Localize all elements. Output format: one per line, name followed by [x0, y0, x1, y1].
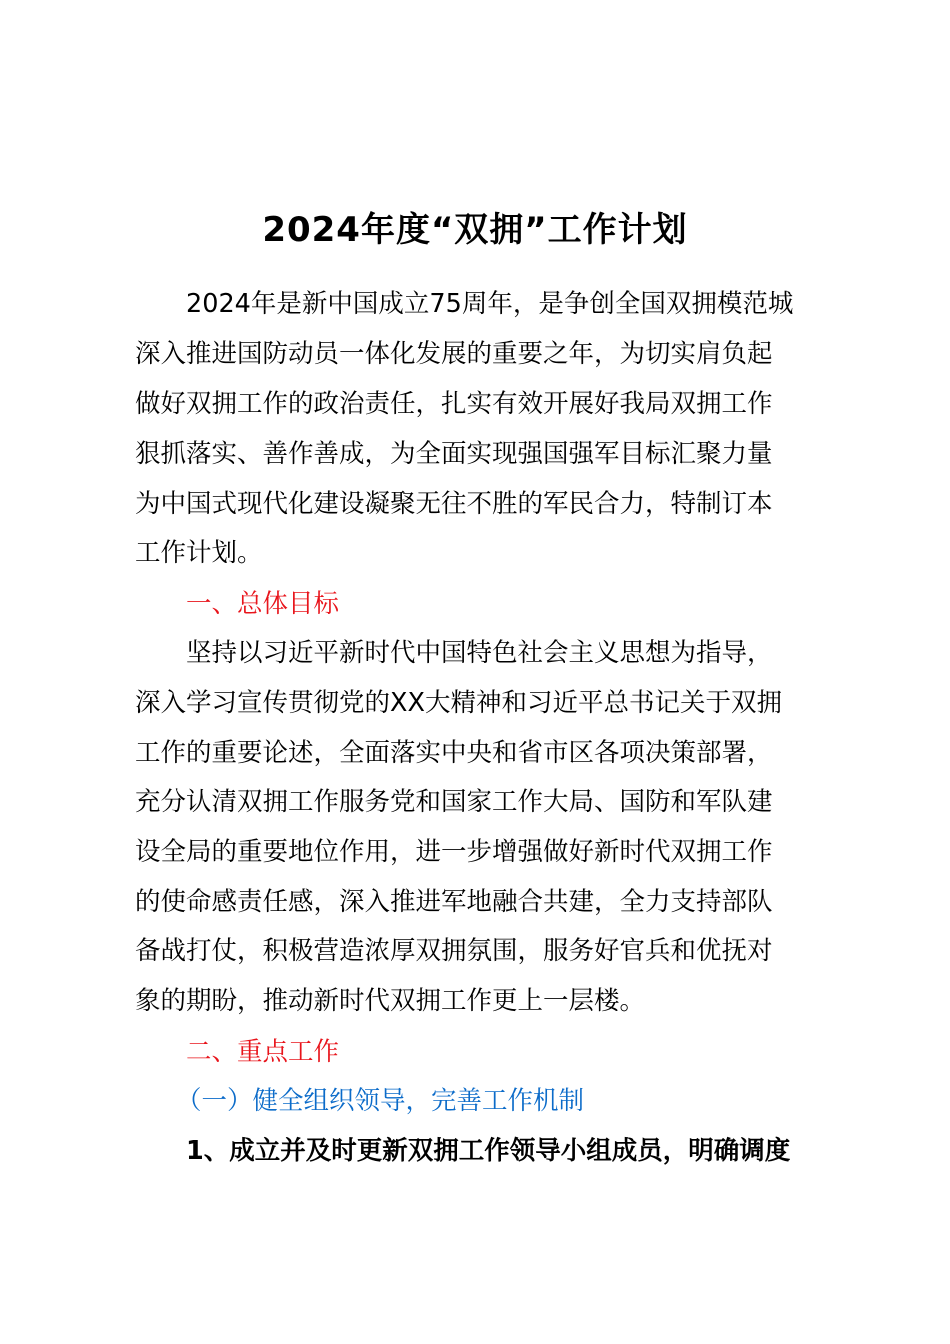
document-title: 2024年度“双拥”工作计划	[262, 210, 688, 250]
section1-line: 的使命感责任感，深入推进军地融合共建，全力支持部队	[135, 887, 773, 917]
item-line: 1、成立并及时更新双拥工作领导小组成员，明确调度	[186, 1136, 791, 1166]
intro-line: 深入推进国防动员一体化发展的重要之年，为切实肩负起	[135, 339, 773, 369]
intro-line: 做好双拥工作的政治责任，扎实有效开展好我局双拥工作	[135, 389, 773, 419]
intro-line: 工作计划。	[135, 538, 263, 568]
section1-line: 工作的重要论述，全面落实中央和省市区各项决策部署，	[135, 738, 773, 768]
intro-line: 2024年是新中国成立75周年，是争创全国双拥模范城	[186, 289, 794, 319]
section1-line: 充分认清双拥工作服务党和国家工作大局、国防和军队建	[135, 787, 773, 817]
section1-line: 设全局的重要地位作用，进一步增强做好新时代双拥工作	[135, 837, 773, 867]
section1-line: 深入学习宣传贯彻党的XX大精神和习近平总书记关于双拥	[135, 688, 782, 718]
intro-line: 狠抓落实、善作善成，为全面实现强国强军目标汇聚力量	[135, 439, 773, 469]
section1-line: 象的期盼，推动新时代双拥工作更上一层楼。	[135, 986, 646, 1016]
section1-line: 坚持以习近平新时代中国特色社会主义思想为指导，	[186, 638, 773, 668]
subsection-heading: （一）健全组织领导，完善工作机制	[176, 1086, 585, 1116]
section-heading-key-work: 二、重点工作	[186, 1037, 340, 1067]
section1-line: 备战打仗，积极营造浓厚双拥氛围，服务好官兵和优抚对	[135, 936, 773, 966]
section-heading-overall-goal: 一、总体目标	[186, 589, 340, 619]
intro-line: 为中国式现代化建设凝聚无往不胜的军民合力，特制订本	[135, 489, 773, 519]
